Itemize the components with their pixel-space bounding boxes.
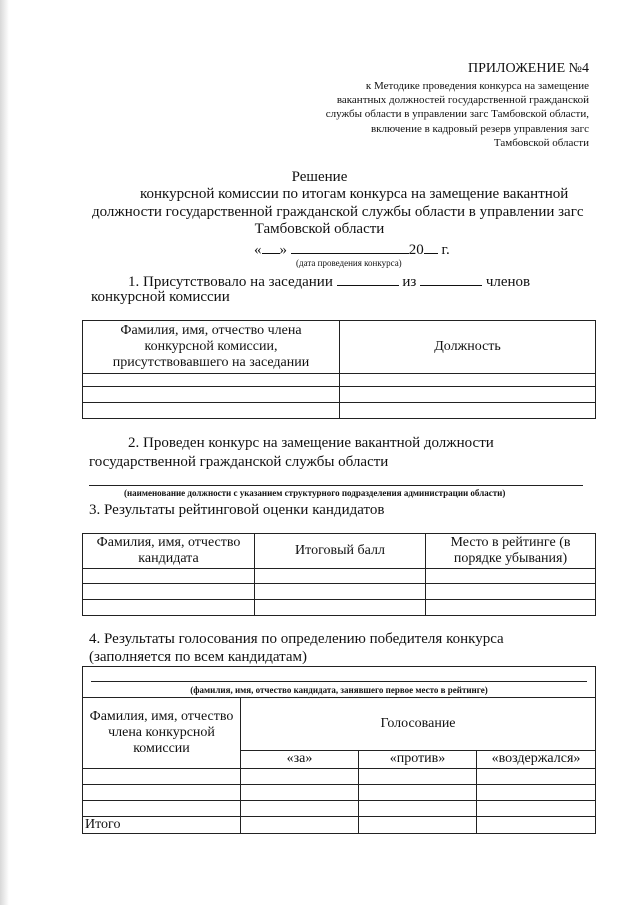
table-header-row: [83, 321, 596, 374]
section4-line2: (заполняется по всем кандидатам): [89, 649, 308, 665]
table-row: [83, 374, 596, 387]
section1-text: 1. Присутствовало на заседании из членов: [128, 274, 531, 290]
candidate-name-header: Фамилия, имя, отчество кандидата: [83, 534, 255, 569]
section1-line2: конкурсной комиссии: [91, 289, 230, 305]
total-count-blank[interactable]: [420, 273, 482, 286]
section4-line1: 4. Результаты голосования по определению победителя конкурса: [89, 631, 504, 647]
position-header: Должность: [340, 321, 596, 374]
position-caption: (наименование должности с указанием структурного подразделения администрации области): [124, 488, 506, 498]
table-row: [83, 785, 596, 801]
vote-for-header: «за»: [241, 751, 359, 769]
date-line: « » 20 г.: [254, 242, 450, 258]
appendix-line: службы области в управлении загс Тамбовской области,: [325, 108, 589, 120]
day-blank[interactable]: [262, 241, 280, 254]
position-name-line[interactable]: [89, 485, 583, 486]
table-row: [83, 769, 596, 785]
appendix-line: вакантных должностей государственной гражданской: [336, 94, 589, 106]
final-score-header: Итоговый балл: [255, 534, 426, 569]
table-header-row: [83, 534, 596, 569]
section3-title: 3. Результаты рейтинговой оценки кандидатов: [89, 502, 385, 518]
section2-line1: 2. Проведен конкурс на замещение вакантной должности: [128, 435, 494, 451]
table-row: [83, 600, 596, 616]
decision-title: Решение: [291, 169, 348, 185]
voting-header: Голосование: [241, 698, 596, 751]
appendix-line: к Методике проведения конкурса на замещение: [365, 80, 589, 92]
scan-edge-shadow: [0, 0, 9, 905]
decision-line: конкурсной комиссии по итогам конкурса на замещение вакантной: [140, 186, 569, 202]
table-row: [83, 387, 596, 403]
rating-place-header: Место в рейтинге (в порядке убывания): [426, 534, 596, 569]
table-row: [83, 584, 596, 600]
appendix-line: Тамбовской области: [493, 137, 589, 149]
voting-table: [82, 666, 596, 834]
table-row: [83, 403, 596, 419]
table-header-row: [83, 698, 596, 716]
candidate-row: [83, 667, 596, 698]
decision-line: Тамбовской области: [254, 221, 385, 237]
year-blank[interactable]: [424, 241, 438, 254]
member-name-header: Фамилия, имя, отчество члена конкурсной комиссии, присутствовавшего на заседании: [83, 321, 340, 374]
date-caption: (дата проведения конкурса): [296, 258, 402, 268]
winner-caption: (фамилия, имя, отчество кандидата, занявшего первое место в рейтинге): [190, 685, 488, 695]
decision-line: должности государственной гражданской службы области в управлении загс: [92, 204, 584, 220]
member-header: Фамилия, имя, отчество члена конкурсной комиссии: [83, 698, 241, 769]
appendix-title: ПРИЛОЖЕНИЕ №4: [468, 61, 589, 76]
total-label: Итого: [83, 817, 241, 834]
commission-table: [82, 320, 596, 419]
vote-against-header: «против»: [359, 751, 477, 769]
total-row: [83, 817, 596, 834]
section2-line2: государственной гражданской службы области: [89, 454, 389, 470]
winner-candidate-cell[interactable]: [83, 667, 596, 698]
present-count-blank[interactable]: [337, 273, 399, 286]
vote-abstain-header: «воздержался»: [477, 751, 596, 769]
rating-table: [82, 533, 596, 616]
table-row: [83, 569, 596, 584]
month-blank[interactable]: [291, 241, 409, 254]
table-row: [83, 801, 596, 817]
appendix-line: включение в кадровый резерв управления загс: [370, 123, 589, 135]
